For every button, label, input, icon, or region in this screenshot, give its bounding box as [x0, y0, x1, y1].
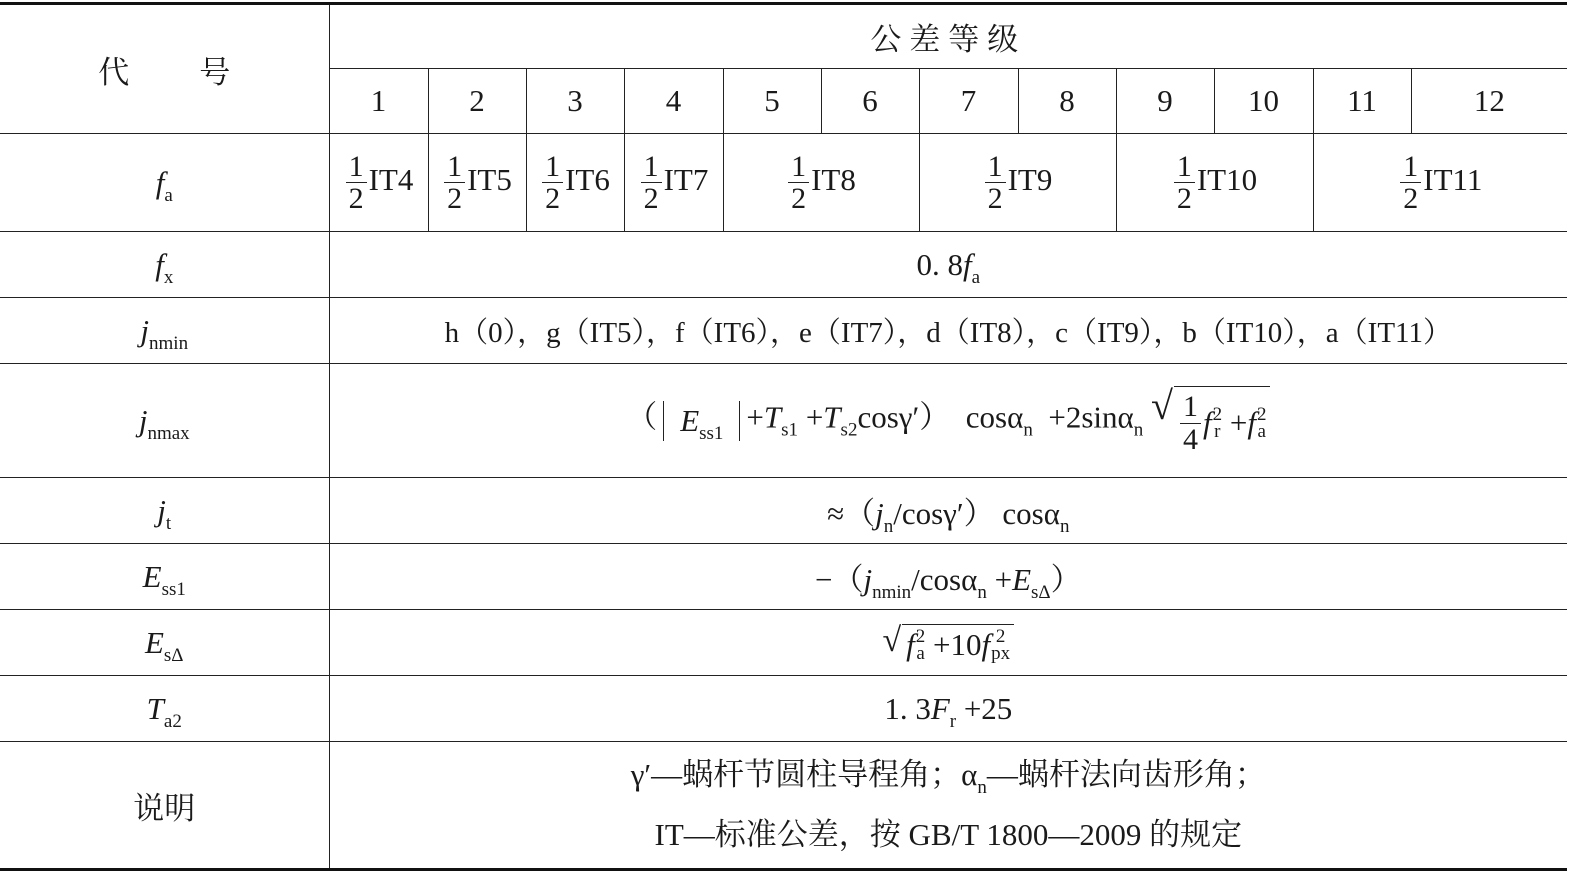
row-jnmin	[0, 298, 1567, 364]
grade-cell: 8	[1018, 69, 1116, 134]
note-content	[329, 742, 1567, 870]
symbol-fa: $f_a$	[0, 134, 329, 232]
grade-cell: 6	[821, 69, 919, 134]
fa-cell: $\frac{1}{2}$ IT8	[723, 134, 919, 232]
sqrt-EsDelta: √ f 2 a +10 f 2 px	[882, 624, 1014, 663]
grade-cell: 7	[919, 69, 1018, 134]
symbol-jt: $j_t$	[0, 478, 329, 544]
row-note	[0, 742, 1567, 870]
formula-fx: 0. $8f_a$	[329, 232, 1567, 298]
symbol-fx: $f_x$	[0, 232, 329, 298]
symbol-jnmin: $j_{nmin}$	[0, 298, 329, 364]
grade-cell: 2	[428, 69, 526, 134]
row-fa	[0, 134, 1567, 232]
note-line-2: IT—标准公差，按 GB/T 1800—2009 的规定	[654, 817, 1243, 852]
grade-cell: 3	[526, 69, 624, 134]
fa-cell: $\frac{1}{2}$ IT4	[329, 134, 428, 232]
fa-cell: $\frac{1}{2}$ IT11	[1313, 134, 1567, 232]
grade-cell: 12	[1411, 69, 1567, 134]
grade-title: 公差等级	[329, 4, 1567, 69]
header-row	[0, 4, 1567, 69]
fa-cell: $\frac{1}{2}$ IT9	[919, 134, 1116, 232]
formula-jnmin: h（0），g（IT5），f（IT6），e（IT7），d（IT8），c（IT9），b（IT10），a（IT11）	[329, 298, 1567, 364]
formula-jt: $\approx(j_n/\cos\gamma')$ cosα$_n$	[329, 478, 1567, 544]
fa-cell: $\frac{1}{2}$ IT10	[1116, 134, 1313, 232]
tolerance-table	[0, 2, 1567, 871]
formula-EsDelta	[329, 610, 1567, 676]
formula-Ta2: 1. $3F_r +25$	[329, 676, 1567, 742]
symbol-EsDelta: $E_{s\Delta}$	[0, 610, 329, 676]
row-jt	[0, 478, 1567, 544]
code-label-right: 号	[199, 54, 231, 90]
row-Ess1	[0, 544, 1567, 610]
grade-cell: 5	[723, 69, 821, 134]
note-label: 说明	[0, 742, 329, 870]
code-header-cell	[0, 4, 329, 134]
row-EsDelta	[0, 610, 1567, 676]
grade-cell: 10	[1214, 69, 1313, 134]
code-label-left: 代	[98, 54, 130, 90]
grade-cell: 9	[1116, 69, 1214, 134]
symbol-Ess1: $E_{ss1}$	[0, 544, 329, 610]
row-jnmax	[0, 364, 1567, 478]
symbol-Ta2: $T_{a2}$	[0, 676, 329, 742]
grade-cell: 11	[1313, 69, 1411, 134]
code-header-label	[98, 55, 230, 90]
row-Ta2	[0, 676, 1567, 742]
formula-Ess1: $-(j_{nmin}/\cos\alpha_n +E_{s\Delta})$	[329, 544, 1567, 610]
grade-cell: 1	[329, 69, 428, 134]
symbol-jnmax: $j_{nmax}$	[0, 364, 329, 478]
grade-cell: 4	[624, 69, 723, 134]
row-fx	[0, 232, 1567, 298]
fa-cell: $\frac{1}{2}$ IT5	[428, 134, 526, 232]
note-line-1: γ′—蜗杆节圆柱导程角；$\alpha_n—$蜗杆法向齿形角；	[630, 757, 1266, 798]
fa-cell: $\frac{1}{2}$ IT6	[526, 134, 624, 232]
sqrt-jnmax: √ $\frac{1}{4}$ f 2 r + f 2 a	[1151, 386, 1270, 455]
fa-cell: $\frac{1}{2}$ IT7	[624, 134, 723, 232]
formula-jnmax: （ $E_{ss1} +T_{s1} +T_{s2}\cos\gamma'$） cosα$_n$ +2sinα$_n$ √ $\frac{1}{4}$ f 2 r + f 2 a	[329, 364, 1567, 478]
